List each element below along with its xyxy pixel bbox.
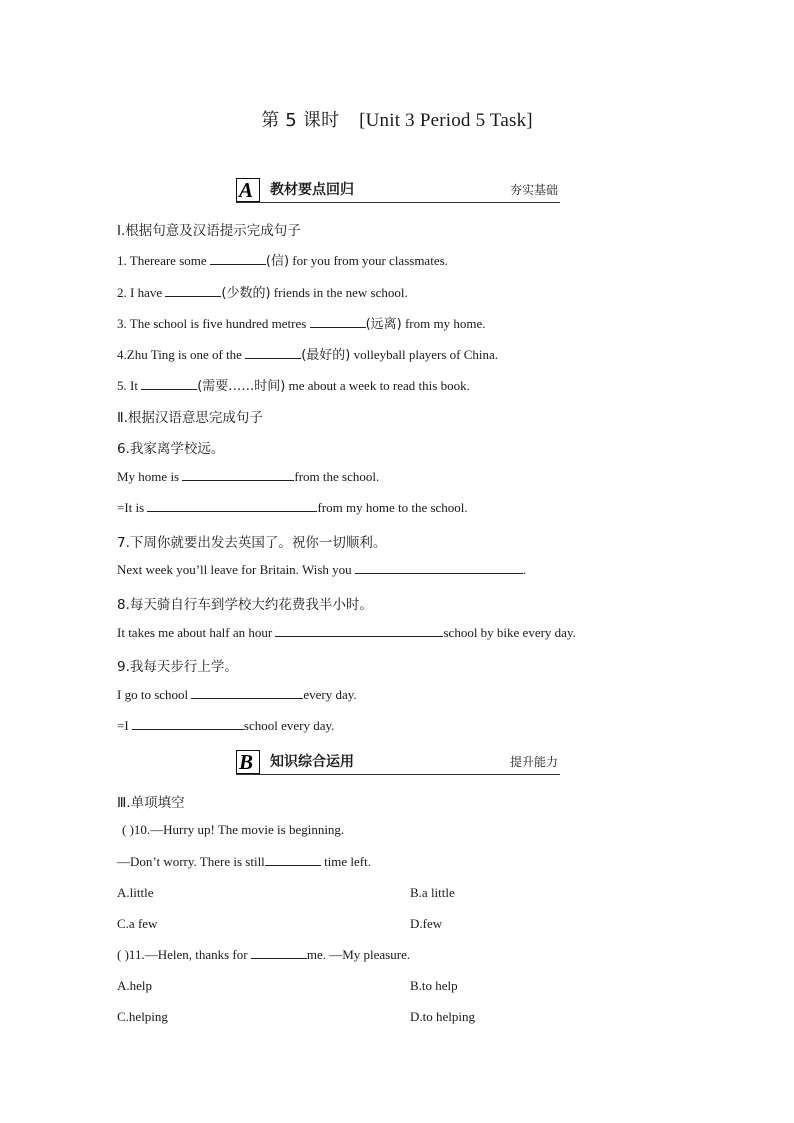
question-10-option-d[interactable]: D.few [410, 916, 443, 931]
question-11-option-a[interactable]: A.help [117, 978, 153, 993]
question-7-cn: 7.下周你就要出发去英国了。祝你一切顺利。 [117, 535, 387, 551]
question-9-cn: 9.我每天步行上学。 [117, 659, 238, 675]
section-a-header [236, 176, 560, 203]
question-10-option-b[interactable]: B.a little [410, 885, 455, 900]
part1-heading: Ⅰ.根据句意及汉语提示完成句子 [117, 223, 301, 239]
section-b-tag: 提升能力 [509, 755, 558, 769]
title-cn: 第 5 课时 [261, 110, 340, 131]
question-6-cn: 6.我家离学校远。 [117, 441, 225, 457]
section-a-tag: 夯实基础 [509, 183, 558, 197]
section-b-badge: B [236, 750, 260, 774]
page-title [0, 106, 794, 132]
question-1: 1. Thereare some (信) for you from your classmates. [117, 253, 448, 269]
section-a-name: 教材要点回归 [270, 182, 354, 198]
question-11-stem: ( )11.—Helen, thanks for me. —My pleasure. [117, 947, 411, 962]
question-10-reply: —Don’t worry. There is still time left. [117, 854, 371, 869]
section-b-header [236, 748, 560, 775]
question-6-b: =It is from my home to the school. [117, 500, 468, 515]
question-8-cn: 8.每天骑自行车到学校大约花费我半小时。 [117, 597, 373, 613]
question-10-stem: ( )10.—Hurry up! The movie is beginning. [122, 822, 345, 837]
question-3: 3. The school is five hundred metres (远离) from my home. [117, 316, 486, 332]
question-7-a: Next week you’ll leave for Britain. Wish you . [117, 562, 527, 577]
question-8-a: It takes me about half an hour school by bike every day. [117, 625, 576, 640]
question-10-option-a[interactable]: A.little [117, 885, 154, 900]
question-10-option-c[interactable]: C.a few [117, 916, 158, 931]
question-11-option-d[interactable]: D.to helping [410, 1009, 475, 1024]
question-5: 5. It (需要……时间) me about a week to read this book. [117, 378, 470, 394]
title-en: [Unit 3 Period 5 Task] [359, 110, 533, 131]
question-4: 4.Zhu Ting is one of the (最好的) volleyball players of China. [117, 347, 499, 363]
question-11-option-c[interactable]: C.helping [117, 1009, 168, 1024]
question-2: 2. I have (少数的) friends in the new school. [117, 285, 408, 301]
part2-heading: Ⅱ.根据汉语意思完成句子 [117, 410, 263, 426]
question-9-b: =I school every day. [117, 718, 335, 733]
question-9-a: I go to school every day. [117, 687, 357, 702]
section-a-badge: A [236, 178, 260, 202]
part3-heading: Ⅲ.单项填空 [117, 795, 185, 811]
section-b-name: 知识综合运用 [270, 754, 354, 770]
question-11-option-b[interactable]: B.to help [410, 978, 458, 993]
question-6-a: My home is from the school. [117, 469, 380, 484]
